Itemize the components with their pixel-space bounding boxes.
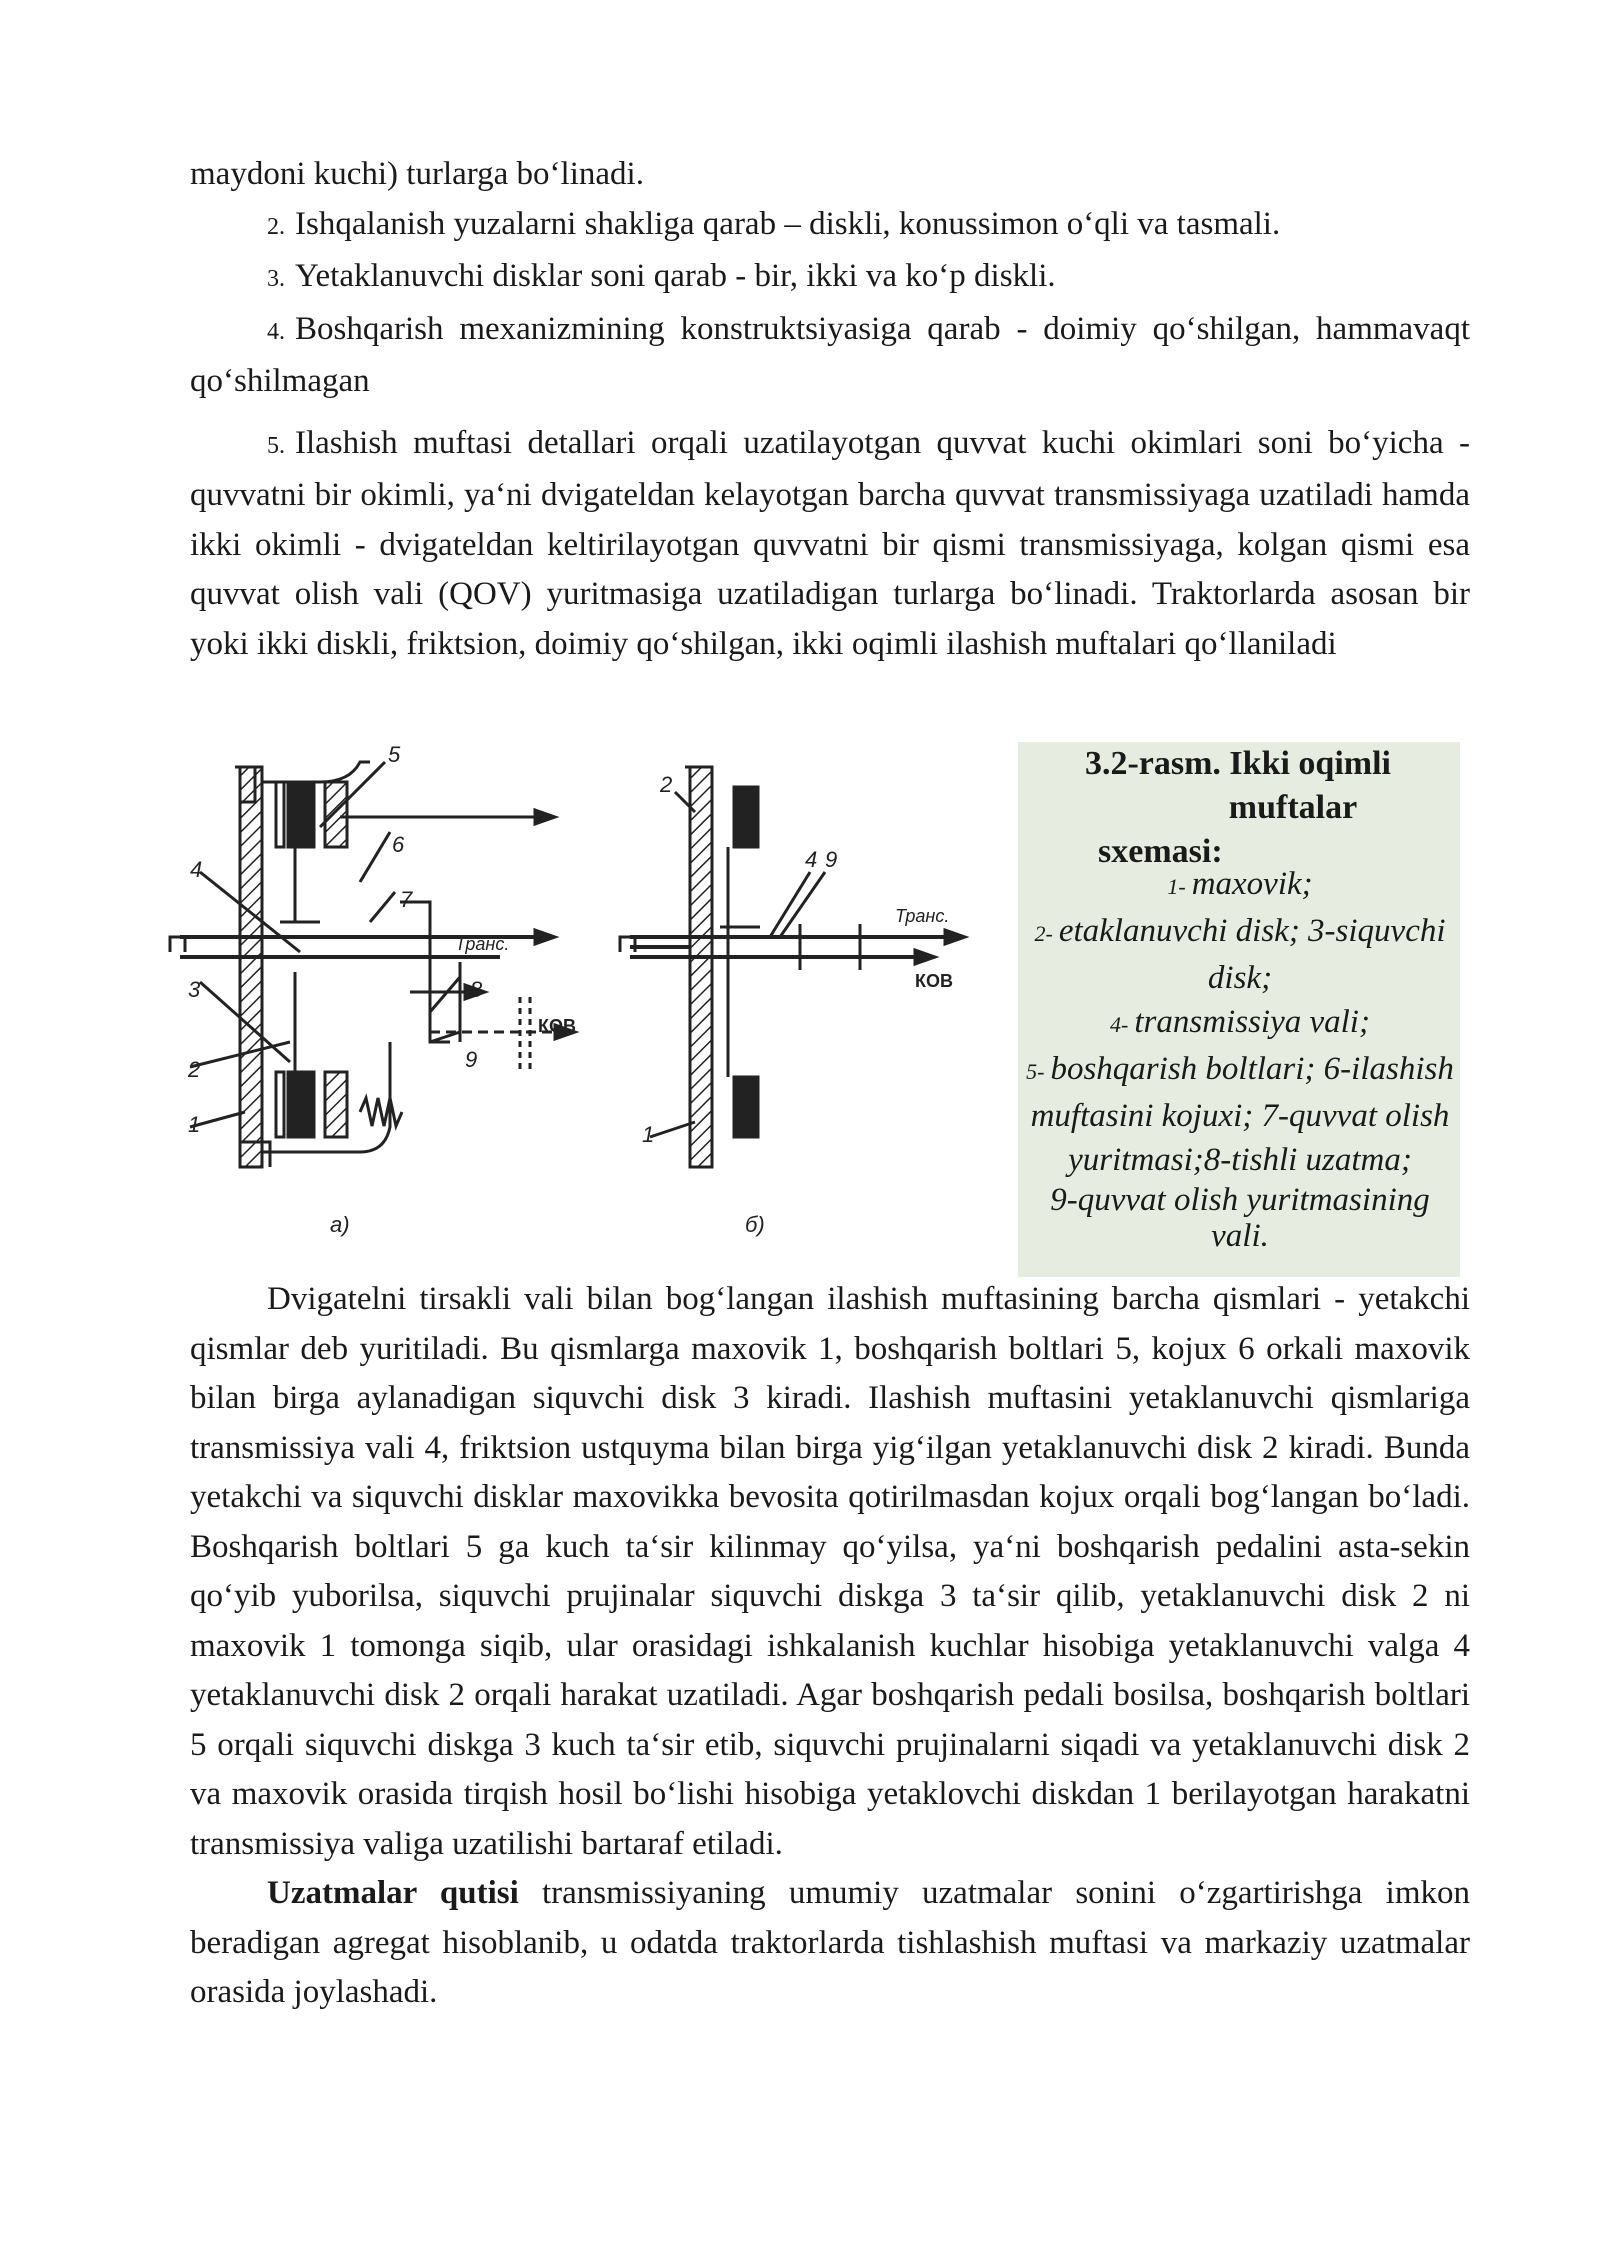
- label-3: 3: [188, 977, 201, 1002]
- list-item-2: [190, 200, 1470, 253]
- paragraph-2-bold-term: Uzatmalar qutisi: [267, 1875, 519, 1911]
- driven-disk-upper-a: [288, 782, 314, 847]
- caption-item-number: 5-: [1026, 1059, 1045, 1084]
- label-b-4: 4: [805, 847, 818, 872]
- label-1: 1: [188, 1112, 201, 1137]
- list-number: 4.: [267, 318, 285, 345]
- clutch-diagram-figure: [160, 742, 1040, 1262]
- pressure-spring: [360, 1098, 402, 1126]
- caption-item-number: 1-: [1167, 874, 1186, 899]
- label-b-2: 2: [660, 772, 673, 797]
- caption-title-line: muftalar: [1228, 789, 1358, 826]
- paragraph-2: [190, 1869, 1470, 2018]
- caption-item-text: etaklanuvchi disk; 3-siquvchi disk;: [1058, 913, 1446, 996]
- caption-legend: [1022, 862, 1458, 1254]
- list-text: Ishqalanish yuzalarni shakliga qarab – diskli, konussimon o‘qli va tasmali.: [295, 205, 1281, 242]
- list-text: Boshqarish mexanizmining konstruktsiyasiga qarab - doimiy qo‘shilgan, hammavaqt qo‘shilmagan: [190, 310, 1470, 399]
- label-2: 2: [188, 1057, 201, 1082]
- paragraph-2-text: transmissiyaning umumiy uzatmalar sonini o‘zgartirishga imkon beradigan agregat hisoblanib, u odatda traktorlarda tishlashish muftasi va markaziy uzatmalar orasida joylashadi.: [190, 1875, 1470, 2010]
- caption-item: [1022, 1000, 1458, 1047]
- label-trans-b: Транс.: [895, 906, 950, 926]
- caption-title-line: sxemasi:: [1098, 833, 1223, 870]
- caption-item-text: 9-quvvat olish yuritmasining vali.: [1050, 1182, 1430, 1254]
- driven-disk-upper-b: [734, 787, 758, 847]
- label-9: 9: [465, 1047, 478, 1072]
- pressure-plate-upper-a: [325, 782, 347, 847]
- label-4: 4: [190, 857, 203, 882]
- caption-item: [1022, 1182, 1458, 1254]
- bottom-text-block: [190, 1275, 1470, 2018]
- driven-disk-lower-a: [288, 1072, 314, 1137]
- caption-item-text: transmissiya vali;: [1134, 1004, 1370, 1040]
- caption-title-line: 3.2-rasm. Ikki oqimli: [1084, 745, 1392, 782]
- list-text: Ilashish muftasi detallari orqali uzatilayotgan quvvat kuchi okimlari soni bo‘yicha - quvvatni bir okimli, ya‘ni dvigateldan kelayotgan barcha quvvat transmissiyaga uzatiladi hamda ikki okimli - dvigateldan keltirilayotgan quvvatni bir qismi transmissiyaga, kolgan qismi esa quvvat olish vali (QOV) yuritmasiga uzatiladigan turlarga bo‘linadi. Traktorlarda asosan bir yoki ikki diskli, friktsion, doimiy qo‘shilgan, ikki oqimli ilashish muftalari qo‘llaniladi: [190, 424, 1470, 662]
- label-b-1: 1: [642, 1122, 655, 1147]
- pressure-plate-lower-a: [325, 1072, 347, 1137]
- list-item-5: [190, 419, 1470, 670]
- clutch-diagram-svg: [160, 742, 1040, 1262]
- list-number: 2.: [267, 213, 285, 240]
- list-item-4: [190, 305, 1470, 407]
- list-number: 5.: [267, 432, 285, 459]
- paragraph-1: Dvigatelni tirsakli vali bilan bog‘langan ilashish muftasining barcha qismlari - yetakchi qismlar deb yuritiladi. Bu qismlarga maxovik 1, boshqarish boltlari 5, kojux 6 orkali maxovik bilan birga aylanadigan siquvchi disk 3 kiradi. Ilashish muftasini yetaklanuvchi qismlariga transmissiya vali 4, friktsion ustquyma bilan birga yig‘ilgan yetaklanuvchi disk 2 kiradi. Bunda yetakchi va siquvchi disklar maxovikka bevosita qotirilmasdan kojux orqali bog‘langan bo‘ladi. Boshqarish boltlari 5 ga kuch ta‘sir kilinmay qo‘yilsa, ya‘ni boshqarish pedalini asta-sekin qo‘yib yuborilsa, siquvchi prujinalar siquvchi diskga 3 ta‘sir qilib, yetaklanuvchi disk 2 ni maxovik 1 tomonga siqib, ular orasidagi ishkalanish kuchlar hisobiga yetaklanuvchi valga 4 yetaklanuvchi disk 2 orqali harakat uzatiladi. Agar boshqarish pedali bosilsa, boshqarish boltlari 5 orqali siquvchi diskga 3 kuch ta‘sir etib, siquvchi prujinalarni siqadi va yetaklanuvchi disk 2 va maxovik orasida tirqish hosil bo‘lishi hisobiga yetaklovchi diskdan 1 berilayotgan harakatni transmissiya valiga uzatilishi bartaraf etiladi.: [190, 1281, 1470, 1862]
- list-text: Yetaklanuvchi disklar soni qarab - bir, ikki va ko‘p diskli.: [295, 258, 1056, 294]
- caption-title: [1058, 742, 1418, 874]
- caption-item: [1022, 862, 1458, 909]
- label-a: а): [330, 1212, 350, 1237]
- label-b: б): [745, 1212, 765, 1237]
- scheme-b: [620, 767, 965, 1167]
- caption-item-number: 4-: [1110, 1012, 1129, 1037]
- label-5: 5: [388, 742, 401, 767]
- scheme-a: [170, 762, 575, 1167]
- list-item-3: [190, 252, 1470, 305]
- driven-disk-lower-b: [734, 1077, 758, 1137]
- label-7: 7: [400, 887, 413, 912]
- caption-item: [1022, 1047, 1458, 1182]
- caption-item: [1022, 909, 1458, 1000]
- flywheel-b: [690, 767, 712, 1167]
- label-kov-b: КОВ: [915, 971, 953, 991]
- figure-caption-box: [1018, 742, 1460, 1277]
- caption-item-number: 2-: [1034, 921, 1053, 946]
- label-b-9: 9: [825, 847, 838, 872]
- label-trans-a: Транс.: [455, 934, 510, 954]
- list-number: 3.: [267, 266, 285, 292]
- label-kov-a: КОВ: [538, 1016, 576, 1036]
- label-8: 8: [470, 977, 483, 1002]
- caption-item-text: boshqarish boltlari; 6-ilashish muftasini kojuxi; 7-quvvat olish yuritmasi;8-tishli uzatma;: [1030, 1051, 1454, 1178]
- label-6: 6: [392, 832, 405, 857]
- flywheel-a: [240, 767, 262, 1167]
- top-text-block: [190, 150, 1470, 669]
- top-line: maydoni kuchi) turlarga bo‘linadi.: [190, 156, 644, 192]
- caption-item-text: maxovik;: [1191, 866, 1313, 902]
